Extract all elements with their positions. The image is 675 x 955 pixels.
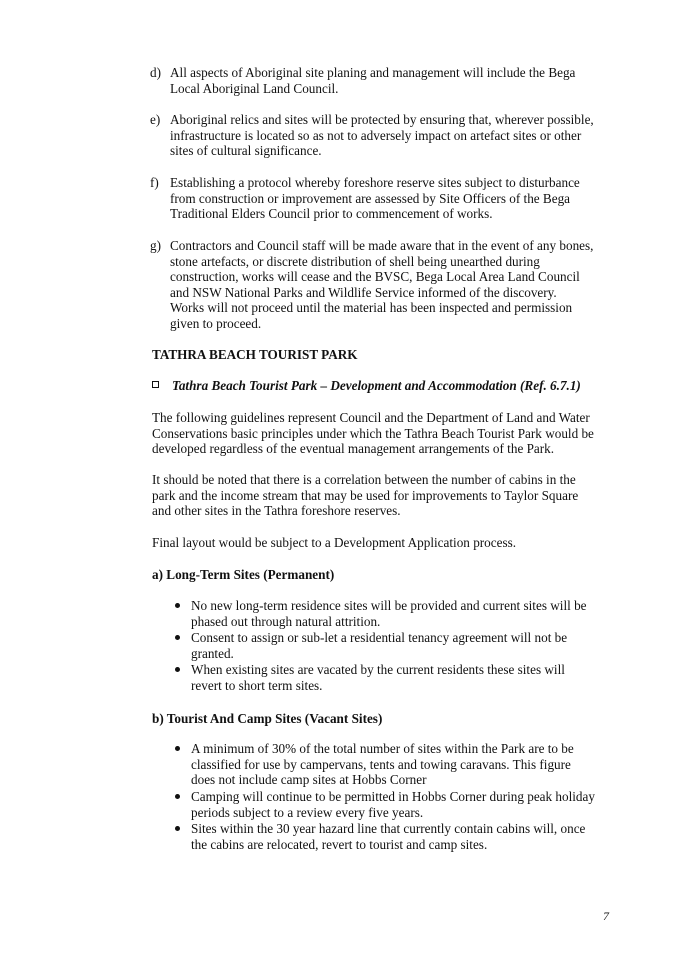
bullet-item: A minimum of 30% of the total number of sites within the Park are to be classified for use by campervans, tents and towing caravans. This figure does not include camp sites at Hobbs Corner xyxy=(191,741,574,788)
section-heading: TATHRA BEACH TOURIST PARK xyxy=(152,347,358,362)
paragraph-final-layout: Final layout would be subject to a Development Application process. xyxy=(152,535,517,550)
square-bullet-icon xyxy=(152,381,159,388)
list-item-g: Contractors and Council staff will be made aware that in the event of any bones, stone artefacts, or discrete distribution of shell being unearthed during construction, works will cease and the BVSC, Bega Local Area Land Council and NSW National Parks and Wildlife Service informed of the discovery. Works will not proceed until the material has been inspected and permission given to proceed. xyxy=(170,238,594,331)
list-item-f: Establishing a protocol whereby foreshore reserve sites subject to disturbance from construction or improvement are assessed by Site Officers of the Bega Traditional Elders Council prior to commencement of works. xyxy=(170,175,580,222)
bullet-item: Consent to assign or sub-let a residential tenancy agreement will not be granted. xyxy=(191,630,568,661)
paragraph-correlation: It should be noted that there is a correlation between the number of cabins in the park and the income stream that may be used for improvements to Taylor Square and other sites in the Tathra foreshore reserves. xyxy=(152,472,579,519)
paragraph-guidelines: The following guidelines represent Council and the Department of Land and Water Conservations basic principles under which the Tathra Beach Tourist Park would be developed regardless of the eventual management arrangements of the Park. xyxy=(152,410,594,457)
bullet-item: When existing sites are vacated by the current residents these sites will revert to short term sites. xyxy=(191,662,565,693)
bullet-item: Sites within the 30 year hazard line that currently contain cabins will, once the cabins are relocated, revert to tourist and camp sites. xyxy=(191,821,586,852)
list-item-label-e: e) xyxy=(150,112,161,127)
bullet-icon xyxy=(175,667,180,672)
page-number: 7 xyxy=(603,909,609,923)
bullet-icon xyxy=(175,794,180,799)
list-item-e: Aboriginal relics and sites will be protected by ensuring that, wherever possible, infrastructure is located so as not to adversely impact on artefact sites or other sites of cultural significance. xyxy=(170,112,594,159)
bullet-icon xyxy=(175,603,180,608)
list-item-label-f: f) xyxy=(150,175,159,190)
bullet-item: Camping will continue to be permitted in Hobbs Corner during peak holiday periods subject to a review every five years. xyxy=(191,789,595,820)
subsection-a-heading: a) Long-Term Sites (Permanent) xyxy=(152,567,335,582)
bullet-icon xyxy=(175,746,180,751)
bullet-icon xyxy=(175,635,180,640)
subsection-heading: Tathra Beach Tourist Park – Development and Accommodation (Ref. 6.7.1) xyxy=(172,378,581,393)
list-item-label-d: d) xyxy=(150,65,161,80)
list-item-d: All aspects of Aboriginal site planing and management will include the Bega Local Aboriginal Land Council. xyxy=(170,65,576,96)
subsection-b-heading: b) Tourist And Camp Sites (Vacant Sites) xyxy=(152,711,383,726)
list-item-label-g: g) xyxy=(150,238,161,253)
bullet-item: No new long-term residence sites will be provided and current sites will be phased out through natural attrition. xyxy=(191,598,587,629)
bullet-icon xyxy=(175,826,180,831)
